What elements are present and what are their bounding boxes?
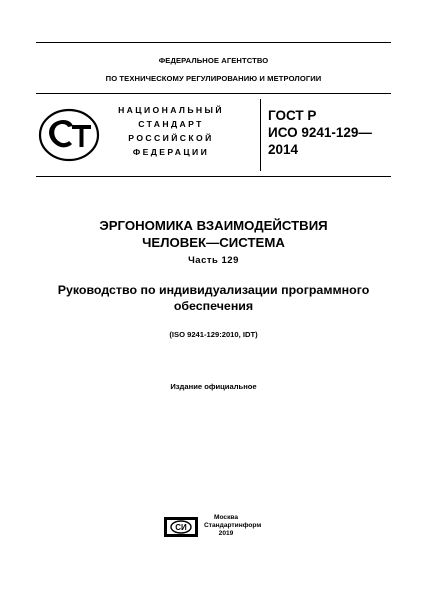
- edition-label: Издание официальное: [170, 382, 257, 391]
- publisher-name: Стандартинформ: [204, 522, 262, 529]
- header-rule: [36, 93, 391, 94]
- national-standard-label: [116, 103, 226, 159]
- document-subtitle: [36, 282, 391, 314]
- standard-block: [36, 97, 391, 175]
- national-standard-line: ФЕДЕРАЦИИ: [132, 147, 210, 157]
- national-standard-line: СТАНДАРТ: [138, 119, 204, 129]
- gost-line: 2014: [268, 142, 299, 157]
- publisher-logo-icon: [162, 516, 200, 538]
- document-title: [36, 217, 391, 251]
- publisher-city: Москва: [213, 514, 239, 521]
- gost-line: ГОСТ Р: [268, 108, 317, 123]
- part-number: Часть 129: [188, 255, 239, 266]
- vertical-divider: [260, 99, 261, 171]
- publisher-year: 2019: [218, 530, 234, 537]
- national-standard-line: РОССИЙСКОЙ: [128, 133, 214, 143]
- subtitle-line: Руководство по индивидуализации программного: [57, 283, 370, 297]
- iso-reference: (ISO 9241-129:2010, IDT): [169, 330, 258, 339]
- gost-number: [268, 107, 388, 158]
- publisher-info: [204, 514, 262, 538]
- national-standard-line: НАЦИОНАЛЬНЫЙ: [118, 105, 224, 115]
- top-rule: [36, 42, 391, 43]
- gost-r-logo-icon: [38, 107, 100, 163]
- standard-block-rule: [36, 176, 391, 177]
- agency-line-1: ФЕДЕРАЛЬНОЕ АГЕНТСТВО: [158, 56, 269, 65]
- subtitle-line: обеспечения: [173, 299, 254, 313]
- publisher-logo-text: СИ: [175, 523, 187, 532]
- title-line: ЭРГОНОМИКА ВЗАИМОДЕЙСТВИЯ: [99, 218, 328, 233]
- gost-line: ИСО 9241-129—: [268, 125, 372, 140]
- agency-line-2: ПО ТЕХНИЧЕСКОМУ РЕГУЛИРОВАНИЮ И МЕТРОЛОГИИ: [105, 74, 322, 83]
- title-line: ЧЕЛОВЕК—СИСТЕМА: [142, 235, 285, 250]
